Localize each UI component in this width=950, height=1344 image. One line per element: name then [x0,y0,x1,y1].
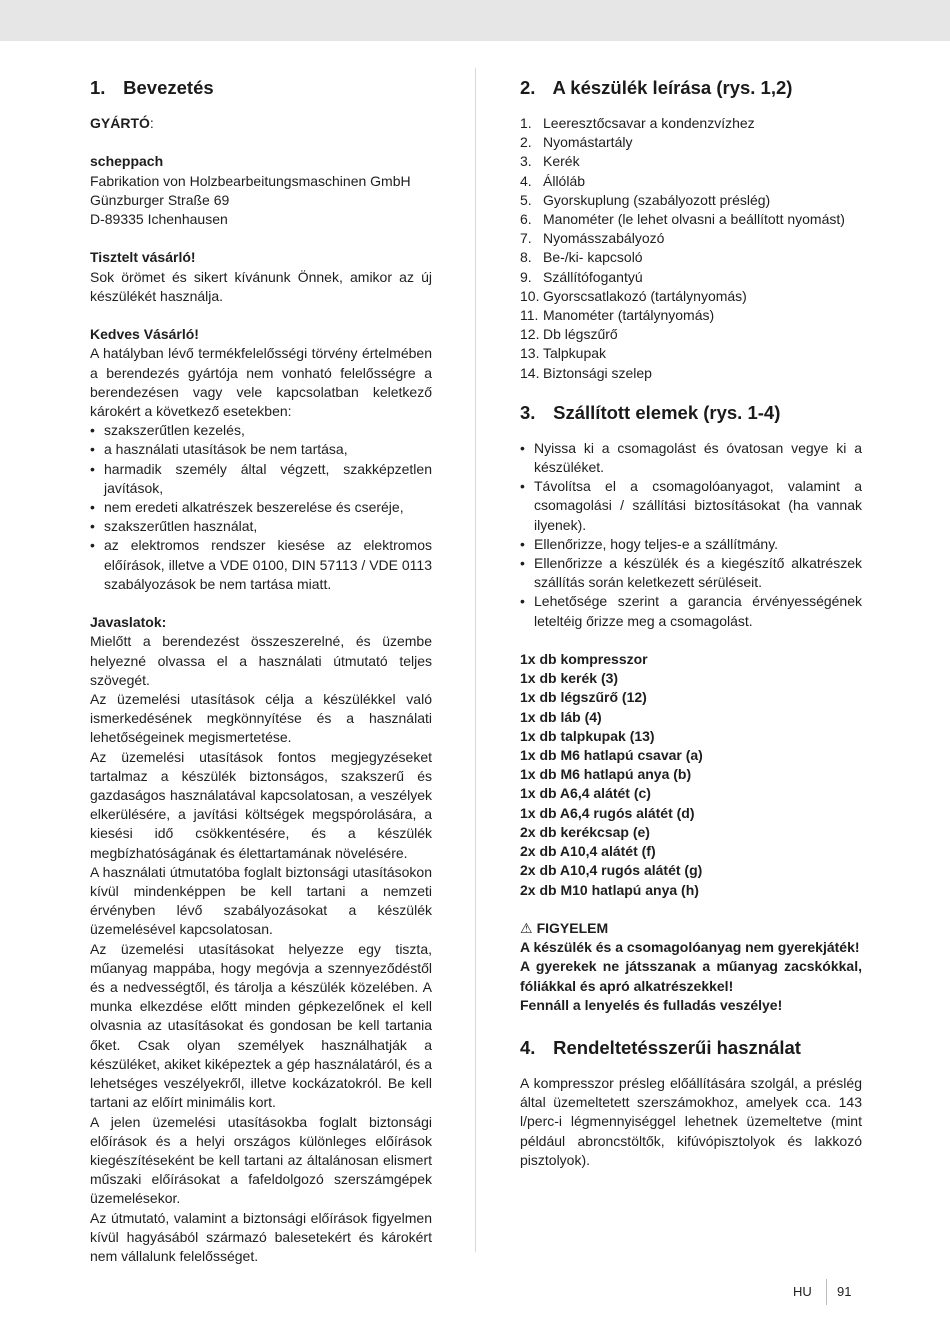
left-column [90,76,432,1266]
list-item: 1x db M6 hatlapú csavar (a) [520,747,703,764]
list-item [520,364,862,383]
item-number: 10. [520,287,540,304]
section-4-title: Rendeltetésszerűi használat [553,1036,801,1058]
advice-paragraph: Mielőtt a berendezést összeszerelné, és üzembe helyezné olvassa el a használati útmutató teljes szövegét. [90,633,432,688]
advice-paragraph: Az üzemelési utasításokat helyezze egy tiszta, műanyag mappába, hogy megóvja a szennyeződéstől és a nedvességtől, és tárolja a készülék közelében. A munka elkezdése előtt minden gépkezelőnek el kell olvasnia az utasításokat és gondosan be kell tartania őket. Csak olyan személyek használhatják a készüléket, akiket kiképeztek a gép használatáról, és a lehetséges veszélyekről, illetve kockázatokról. Be kell tartani az előírt minimális kort. [90,940,432,1111]
item-number: 5. [520,191,532,208]
advice-paragraph: Az üzemelési utasítások fontos megjegyzéseket tartalmaz a készülék biztonságos, szakszerű és gazdaságos használatával kapcsolatosan, a veszélyek elkerülésére, a javítási költségek megspórolására, a kiesési idő csökkentésére, és a készülék megbízhatóságának és élettartamának növelésére. [90,748,432,861]
item-number: 4. [520,172,532,189]
address-line-1: Fabrikation von Holzbearbeitungsmaschinen GmbH [90,172,411,189]
item-number: 14. [520,364,540,381]
list-item: • harmadik személy által végzett, szakképzetlen javítások, [90,460,432,498]
greeting-1-text: Sok örömet és sikert kívánunk Önnek, amikor az új készülékét használja. [90,268,432,304]
list-item: 1x db kompresszor [520,651,648,668]
section-4-heading [520,1036,862,1060]
list-item: 2x db kerékcsap (e) [520,823,650,840]
list-item: • szakszerűtlen kezelés, [90,421,432,440]
liability-cases-list [90,421,432,594]
advice-paragraph: A jelen üzemelési utasításokba foglalt biztonsági előírások és a helyi országos különleges előírások kiegészítéseként be kell tartani az általánosan elismert műszaki előírásokat a fafeldolgozó szerszámgépek üzemelésekor. [90,1113,432,1207]
item-number: 2. [520,134,532,151]
list-item: • nem eredeti alkatrészek beszerelése és cseréje, [90,498,432,517]
section-1-heading [90,76,432,100]
maker-colon: : [149,115,154,131]
list-item [520,229,862,248]
section-2-number: 2. [520,77,536,98]
warning-line: Fennáll a lenyelés és fulladás veszélye! [520,996,783,1013]
warning-title: FIGYELEM [536,919,609,936]
greeting-2-title: Kedves Vásárló! [90,326,199,343]
list-item: • a használati utasítások be nem tartása, [90,440,432,459]
address-line-3: D-89335 Ichenhausen [90,211,228,227]
item-text: Manométer (tartálynyomás) [543,307,715,324]
section-1-title: Bevezetés [123,77,214,98]
item-text: Biztonsági szelep [543,364,652,381]
list-item [520,152,862,171]
item-number: 11. [520,307,539,324]
list-item [520,133,862,152]
list-item: 2x db M10 hatlapú anya (h) [520,881,699,898]
item-number: 13. [520,345,540,362]
section-1-number: 1. [90,77,106,98]
liability-intro: A hatályban lévő termékfelelősségi törvény értelmében a berendezés gyártója nem vonható felelősségre a berendezésen vagy vele kapcsolatban keletkező károkért a következő esetekben: [90,345,432,419]
list-item [520,344,862,363]
footer-divider [826,1279,827,1305]
list-item [520,248,862,267]
greeting-1-title: Tisztelt vásárló! [90,249,196,266]
parts-list [520,114,862,383]
item-text: Állóláb [543,172,586,189]
item-text: Nyomástartály [543,134,633,151]
language-code: HU [793,1284,812,1299]
page-footer [0,1283,950,1303]
item-number: 7. [520,230,532,247]
list-item: • Lehetősége szerint a garancia érvényességének leteltéig őrizze meg a csomagolást. [520,592,862,630]
section-4-number: 4. [520,1036,536,1058]
item-text: Leeresztőcsavar a kondenzvízhez [543,115,755,131]
list-item [520,306,862,325]
page-number: 91 [837,1284,852,1299]
top-header-bar [0,0,950,41]
section-2-heading [520,76,862,100]
list-item: 1x db M6 hatlapú anya (b) [520,766,692,783]
list-item: • Nyissa ki a csomagolást és óvatosan vegye ki a készüléket. [520,439,862,477]
maker-label: GYÁRTÓ [90,115,150,131]
advice-paragraph: Az útmutató, valamint a biztonsági előírások figyelmen kívül hagyásából származó balesetekért és károkért nem vállalunk felelősséget. [90,1209,432,1264]
list-item [520,287,862,306]
list-item: 1x db A6,4 rugós alátét (d) [520,804,695,821]
advice-paragraph: A használati útmutatóba foglalt biztonsági utasításokon kívül mindenképpen be kell tartani a nemzeti érvényben lévő szabályozásokat a készülék üzemelésével kapcsolatosan. [90,863,432,938]
item-text: Gyorskuplung (szabályozott préslég) [543,191,771,208]
warning-heading [520,919,862,938]
warning-block [520,919,862,1015]
warning-triangle-icon: ⚠ [520,919,533,936]
advice-title: Javaslatok: [90,614,167,631]
column-divider [475,68,476,1252]
delivered-items-list [520,650,862,900]
list-item [520,325,862,344]
list-item: 2x db A10,4 alátét (f) [520,843,656,860]
list-item: 2x db A10,4 rugós alátét (g) [520,862,703,879]
list-item [520,114,862,133]
section-3-number: 3. [520,401,536,423]
section-3-heading [520,401,862,425]
address-line-2: Günzburger Straße 69 [90,191,230,208]
advice-paragraph: Az üzemelési utasítások célja a készülékkel való ismerkedésének megkönnyítése és a használati lehetőségeinek megismertetése. [90,691,432,746]
list-item: 1x db láb (4) [520,708,602,725]
list-item: • Ellenőrizze, hogy teljes-e a szállítmány. [520,535,862,554]
list-item: • az elektromos rendszer kiesése az elektromos előírások, illetve a VDE 0100, DIN 57113 / VDE 0113 szabályozások be nem tartása miatt. [90,536,432,594]
item-number: 9. [520,268,532,285]
list-item: • Ellenőrizze a készülék és a kiegészítő alkatrészek szállítás során keletkezett sérüléseit. [520,554,862,592]
item-number: 8. [520,249,532,266]
list-item: 1x db légszűrő (12) [520,689,647,706]
item-text: Talpkupak [543,345,607,362]
company-name: scheppach [90,153,164,170]
delivery-steps-list [520,439,862,631]
item-text: Db légszűrő [543,326,618,343]
list-item: 1x db A6,4 alátét (c) [520,785,651,802]
item-number: 6. [520,211,532,228]
list-item [520,172,862,191]
warning-line: A készülék és a csomagolóanyag nem gyerekjáték! [520,939,860,956]
item-text: Gyorscsatlakozó (tartálynyomás) [543,287,747,304]
item-number: 12. [520,326,540,343]
item-text: Manométer (le lehet olvasni a beállított nyomást) [543,211,845,228]
right-column [520,76,862,1170]
warning-line: A gyerekek ne játsszanak a műanyag zacskókkal, fóliákkal és apró alkatrészekkel! [520,958,862,994]
list-item [520,191,862,210]
item-number: 3. [520,153,532,170]
section-2-title: A készülék leírása (rys. 1,2) [552,77,793,98]
item-number: 1. [520,115,532,131]
list-item [520,210,862,229]
section-3-title: Szállított elemek (rys. 1-4) [553,401,781,423]
maker-line [90,114,432,133]
item-text: Szállítófogantyú [543,268,643,285]
usage-text: A kompresszor présleg előállítására szolgál, a préslég által üzemeltetett szerszámokhoz, amelyek cca. 143 l/perc-i légmennyiséggel lehetnek üzemeltetve (mint például abroncstöltők, kifúvópisztolyok és lakkozó pisztolyok). [520,1074,862,1168]
item-text: Nyomásszabályozó [543,230,665,247]
list-item: 1x db kerék (3) [520,670,619,687]
list-item: 1x db talpkupak (13) [520,727,655,744]
item-text: Kerék [543,153,580,170]
list-item: • szakszerűtlen használat, [90,517,432,536]
item-text: Be-/ki- kapcsoló [543,249,643,266]
list-item: • Távolítsa el a csomagolóanyagot, valamint a csomagolási / szállítási biztosításokat (ha vannak ilyenek). [520,477,862,535]
list-item [520,268,862,287]
